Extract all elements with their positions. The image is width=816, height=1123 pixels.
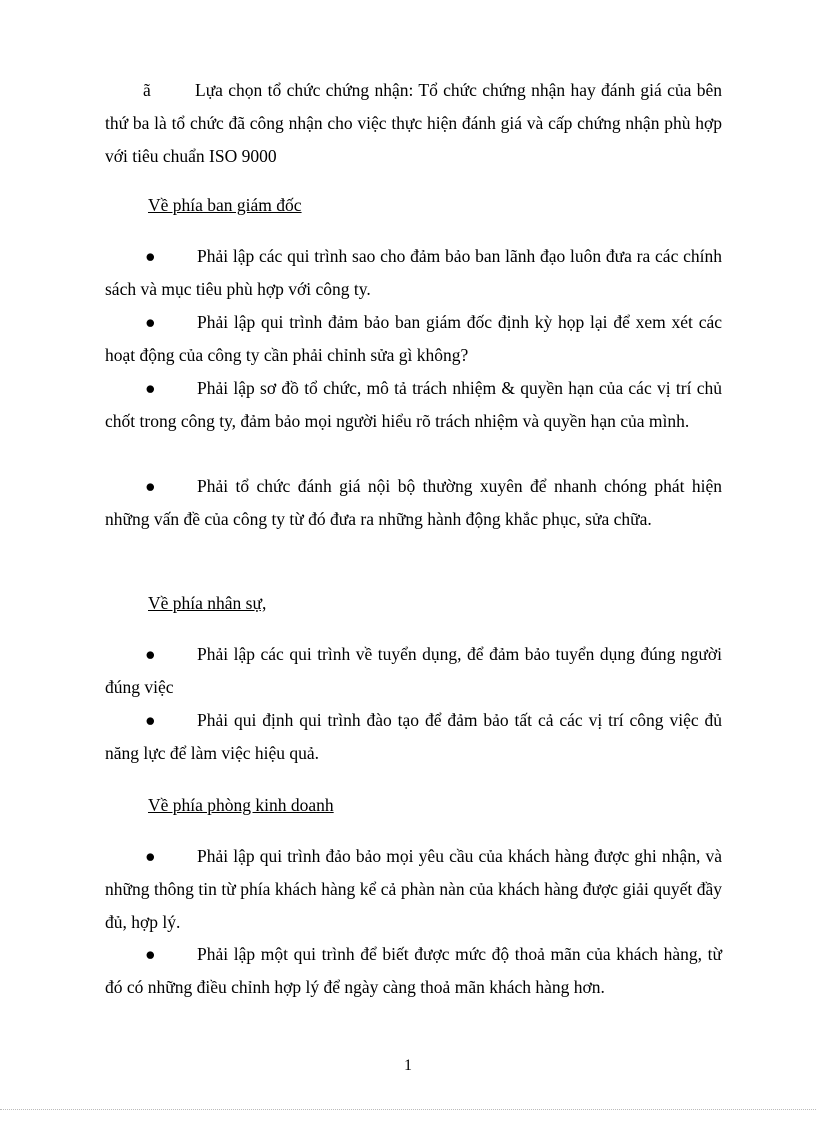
section-heading-hr: Về phía nhân sự, <box>148 593 267 613</box>
list-item-text: Phải qui định qui trình đào tạo để đảm bảo tất cả các vị trí công việc đủ năng lực để làm việc hiệu quả. <box>105 710 722 763</box>
bullet-icon: ● <box>145 476 156 496</box>
list-item <box>105 470 722 536</box>
page-number: 1 <box>404 1057 412 1074</box>
section-heading-board: Về phía ban giám đốc <box>148 195 302 215</box>
bullet-icon: ● <box>145 710 156 730</box>
list-item-text: Phải tổ chức đánh giá nội bộ thường xuyên để nhanh chóng phát hiện những vấn đề của công ty từ đó đưa ra những hành động khắc phục, sửa chữa. <box>105 476 722 529</box>
intro-paragraph <box>105 74 722 173</box>
list-item <box>105 372 722 438</box>
list-item-text: Phải lập qui trình đảo bảo mọi yêu cầu của khách hàng được ghi nhận, và những thông tin từ phía khách hàng kể cả phàn nàn của khách hàng được giải quyết đầy đủ, hợp lý. <box>105 846 722 932</box>
list-item <box>105 938 722 1004</box>
list-item-text: Phải lập một qui trình để biết được mức độ thoả mãn của khách hàng, từ đó có những điều chỉnh hợp lý để ngày càng thoả mãn khách hàng hơn. <box>105 944 722 997</box>
intro-marker: ã <box>143 80 151 100</box>
bullet-icon: ● <box>145 246 156 266</box>
list-item <box>105 704 722 770</box>
bullet-icon: ● <box>145 944 156 964</box>
list-item <box>105 840 722 939</box>
list-item-text: Phải lập các qui trình về tuyển dụng, để đảm bảo tuyển dụng đúng người đúng việc <box>105 644 722 697</box>
intro-text: Lựa chọn tổ chức chứng nhận: Tổ chức chứng nhận hay đánh giá của bên thứ ba là tổ chức đã công nhận cho việc thực hiện đánh giá và cấp chứng nhận phù hợp với tiêu chuẩn ISO 9000 <box>105 80 722 166</box>
list-item-text: Phải lập sơ đồ tổ chức, mô tả trách nhiệm & quyền hạn của các vị trí chủ chốt trong công ty, đảm bảo mọi người hiểu rõ trách nhiệm và quyền hạn của mình. <box>105 378 722 431</box>
list-item-text: Phải lập qui trình đảm bảo ban giám đốc định kỳ họp lại để xem xét các hoạt động của công ty cần phải chỉnh sửa gì không? <box>105 312 722 365</box>
bullet-icon: ● <box>145 644 156 664</box>
section-heading-sales: Về phía phòng kinh doanh <box>148 795 334 815</box>
list-item <box>105 306 722 372</box>
bullet-icon: ● <box>145 378 156 398</box>
list-item-text: Phải lập các qui trình sao cho đảm bảo ban lãnh đạo luôn đưa ra các chính sách và mục tiêu phù hợp với công ty. <box>105 246 722 299</box>
bullet-icon: ● <box>145 312 156 332</box>
list-item <box>105 240 722 306</box>
bullet-icon: ● <box>145 846 156 866</box>
page-bottom-divider <box>0 1109 816 1110</box>
list-item <box>105 638 722 704</box>
